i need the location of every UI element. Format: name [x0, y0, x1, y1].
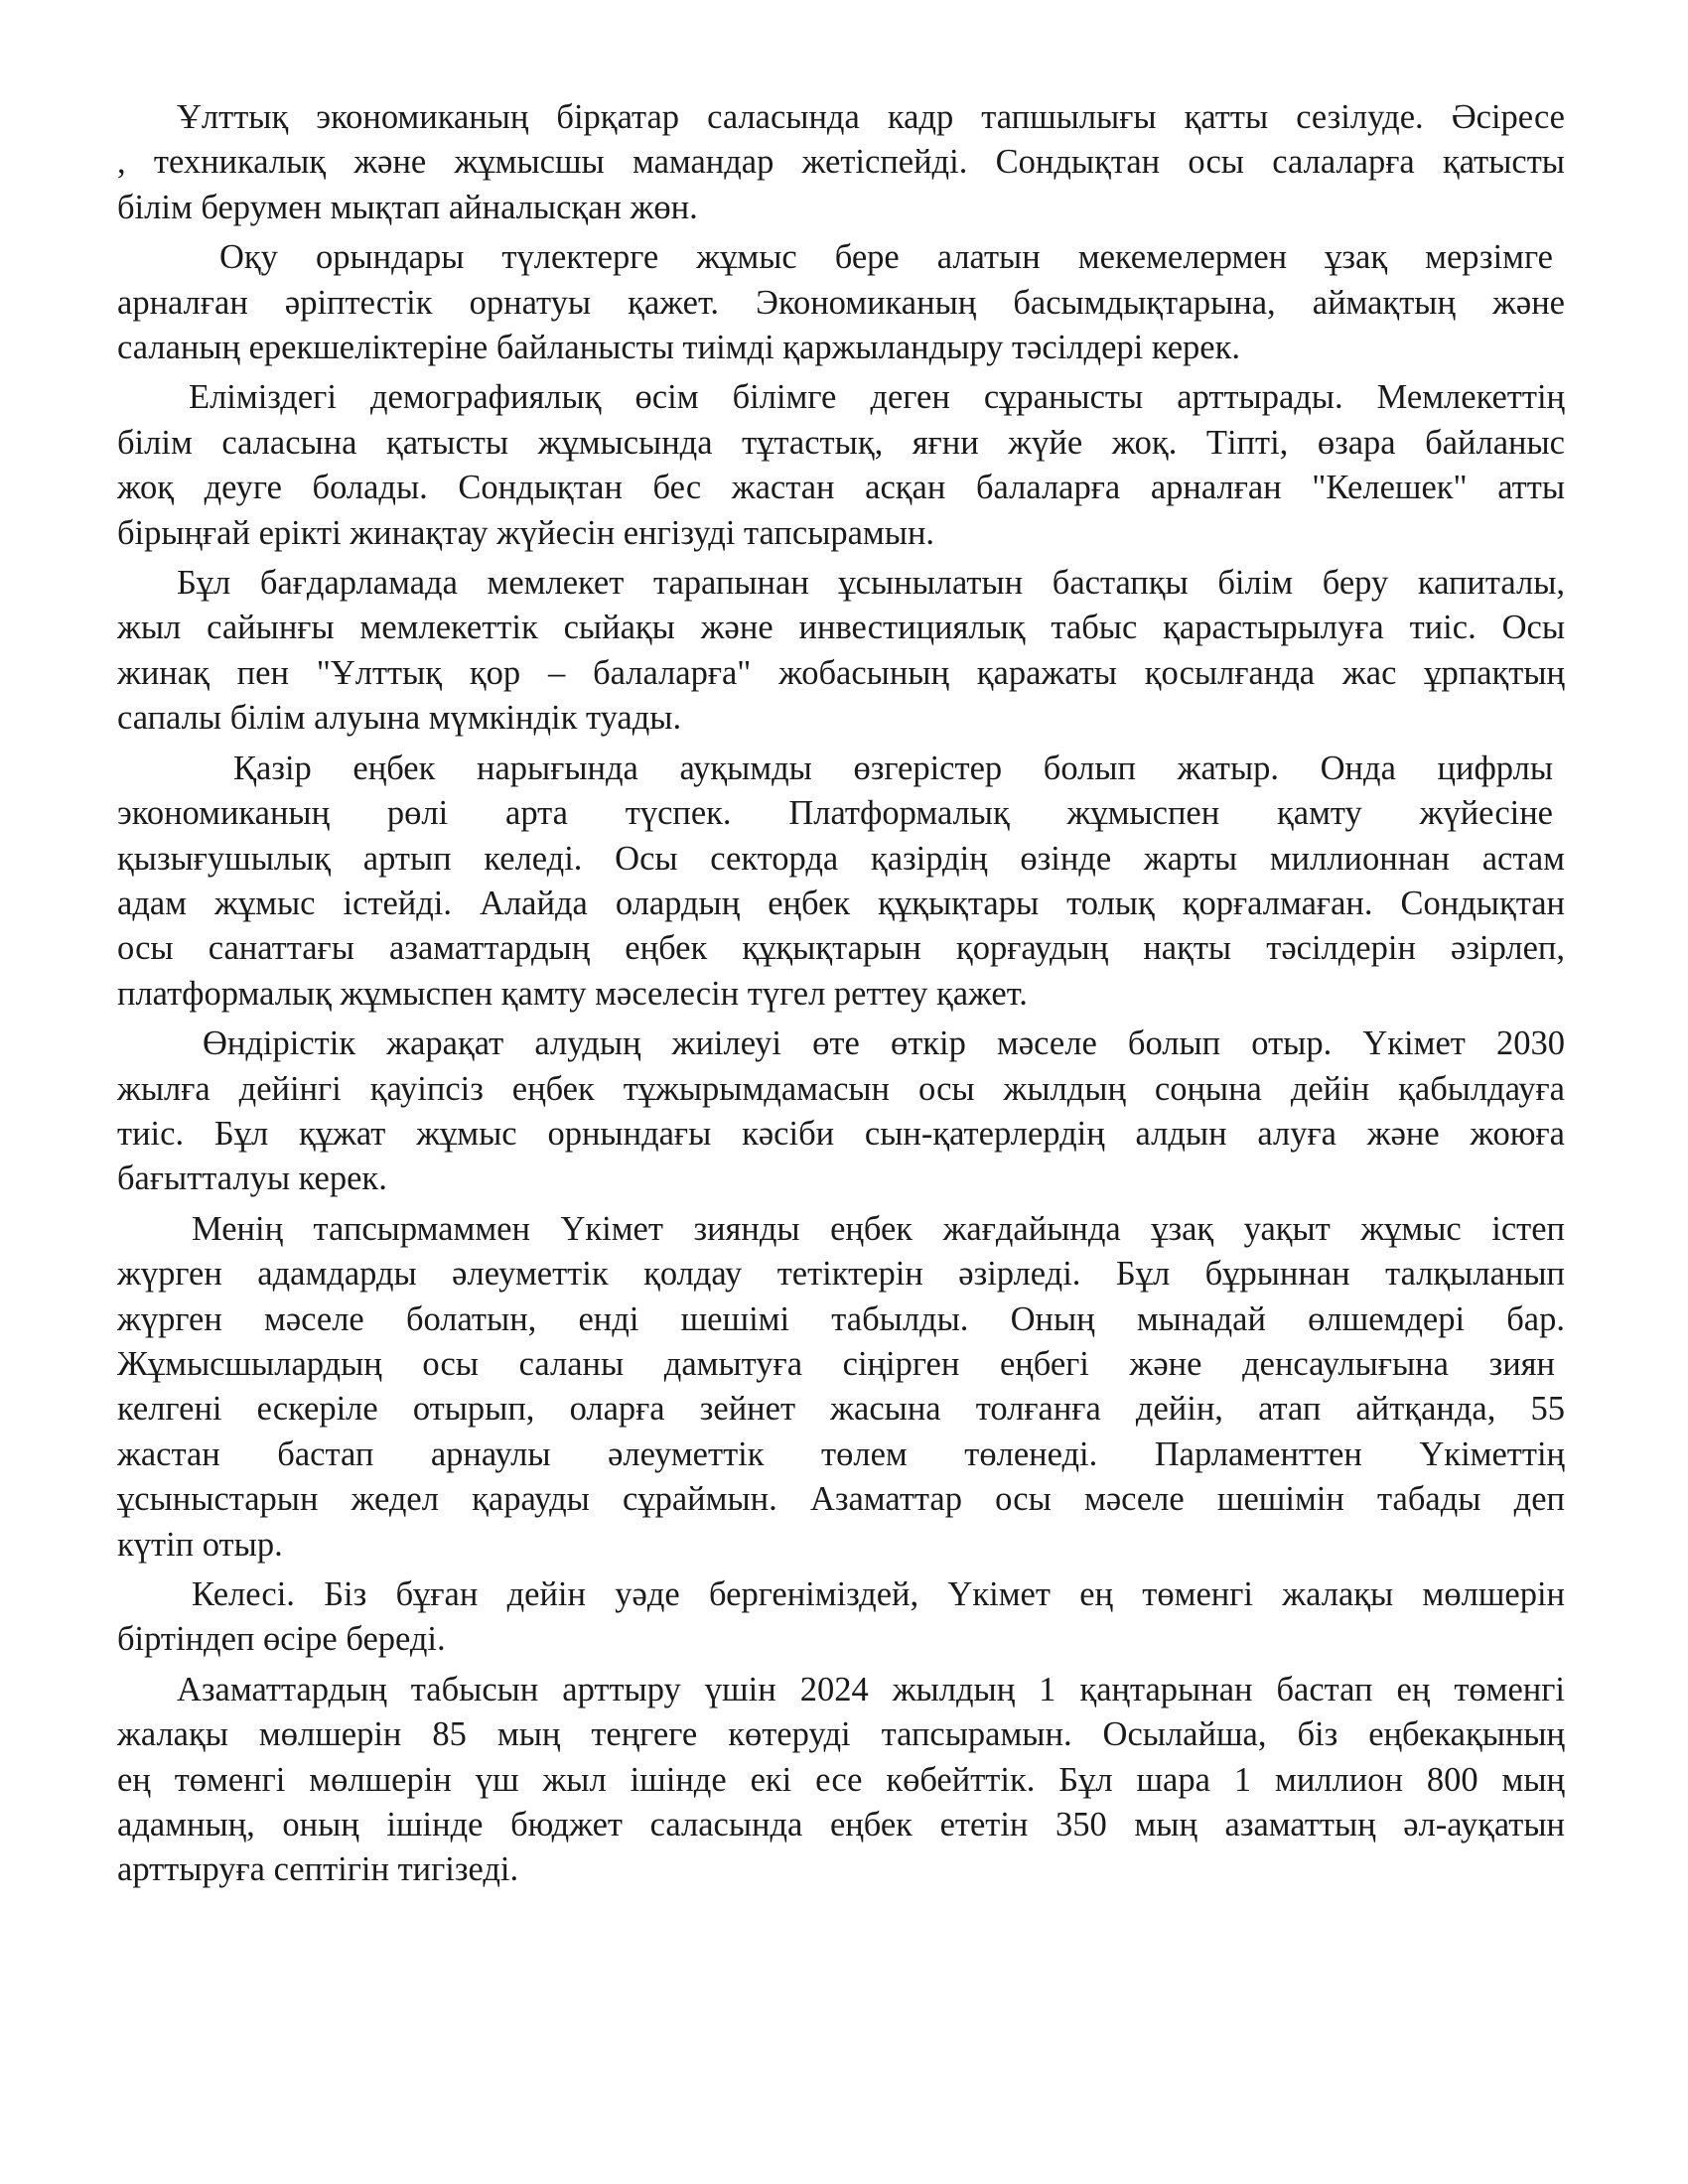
- paragraph-6-line-1: Өндірістік жарақат алудың жиілеуі өте өткір мәселе болып отыр. Үкімет 2030: [203, 1024, 1565, 1063]
- paragraph-4-line-4: сапалы білім алуына мүмкіндік туады.: [117, 699, 682, 738]
- paragraph-4-line-2: жыл сайынғы мемлекеттік сыйақы және инвестициялық табыс қарастырылуға тиіс. Осы: [117, 609, 1565, 647]
- paragraph-9-line-1: Азаматтардың табысын арттыру үшін 2024 жылдың 1 қаңтарынан бастап ең төменгі: [177, 1670, 1565, 1708]
- paragraph-9: [117, 1668, 1565, 1893]
- paragraph-6: [117, 1022, 1565, 1202]
- paragraph-5: [117, 747, 1565, 1017]
- paragraph-3-line-2: білім саласына қатысты жұмысында тұтастық, яғни жүйе жоқ. Тіпті, өзара байланыс: [117, 423, 1565, 462]
- paragraph-1-line-3: білім берумен мықтап айналысқан жөн.: [117, 188, 698, 226]
- paragraph-6-line-3: тиіс. Бұл құжат жұмыс орнындағы кәсіби сын-қатерлердің алдын алуға және жоюға: [117, 1114, 1565, 1153]
- paragraph-7-line-4: Жұмысшылардың осы саланы дамытуға сіңірген еңбегі және денсаулығына зиян: [117, 1344, 1555, 1383]
- document-page: [117, 95, 1565, 1898]
- paragraph-7-line-7: ұсыныстарын жедел қарауды сұраймын. Азаматтар осы мәселе шешімін табады деп: [117, 1480, 1565, 1519]
- paragraph-1: [117, 95, 1565, 230]
- paragraph-9-line-5: арттыруға септігін тигізеді.: [117, 1850, 519, 1889]
- paragraph-7-line-5: келгені ескеріле отырып, оларға зейнет жасына толғанға дейін, атап айтқанда, 55: [117, 1390, 1565, 1429]
- paragraph-5-line-5: осы санаттағы азаматтардың еңбек құқықтарын қорғаудың нақты тәсілдерін әзірлеп,: [117, 929, 1565, 968]
- paragraph-8: [117, 1572, 1565, 1663]
- paragraph-2-line-1: Оқу орындары түлектерге жұмыс бере алатын мекемелермен ұзақ мерзімге: [219, 238, 1553, 277]
- paragraph-2: [117, 235, 1565, 370]
- paragraph-8-line-1: Келесі. Біз бұған дейін уәде бергеніміздей, Үкімет ең төменгі жалақы мөлшерін: [192, 1575, 1565, 1613]
- paragraph-5-line-6: платформалық жұмыспен қамту мәселесін түгел реттеу қажет.: [117, 974, 1028, 1013]
- paragraph-2-line-2: арналған әріптестік орнатуы қажет. Экономиканың басымдықтарына, аймақтың және: [117, 283, 1565, 322]
- paragraph-3: [117, 375, 1565, 556]
- paragraph-7-line-1: Менің тапсырмаммен Үкімет зиянды еңбек жағдайында ұзақ уақыт жұмыс істеп: [192, 1209, 1565, 1248]
- paragraph-6-line-2: жылға дейінгі қауіпсіз еңбек тұжырымдамасын осы жылдың соңына дейін қабылдауға: [117, 1069, 1565, 1108]
- paragraph-5-line-4: адам жұмыс істейді. Алайда олардың еңбек құқықтары толық қорғалмаған. Сондықтан: [117, 884, 1565, 922]
- paragraph-7-line-3: жүрген мәселе болатын, енді шешімі табылды. Оның мынадай өлшемдері бар.: [117, 1299, 1565, 1338]
- paragraph-1-line-2: , техникалық және жұмысшы мамандар жетіспейді. Сондықтан осы салаларға қатысты: [117, 143, 1565, 182]
- paragraph-3-line-1: Еліміздегі демографиялық өсім білімге деген сұранысты арттырады. Мемлекеттің: [189, 378, 1565, 417]
- paragraph-3-line-4: бірыңғай ерікті жинақтау жүйесін енгізуді тапсырамын.: [117, 513, 935, 552]
- paragraph-7: [117, 1207, 1565, 1568]
- paragraph-4-line-3: жинақ пен "Ұлттық қор – балаларға" жобасының қаражаты қосылғанда жас ұрпақтың: [117, 653, 1565, 692]
- paragraph-4: [117, 561, 1565, 742]
- paragraph-5-line-3: қызығушылық артып келеді. Осы секторда қазірдің өзінде жарты миллионнан астам: [117, 839, 1565, 878]
- paragraph-5-line-1: Қазір еңбек нарығында ауқымды өзгерістер болып жатыр. Онда цифрлы: [233, 749, 1553, 787]
- paragraph-2-line-3: саланың ерекшеліктеріне байланысты тиімді қаржыландыру тәсілдері керек.: [117, 329, 1241, 367]
- paragraph-3-line-3: жоқ деуге болады. Сондықтан бес жастан асқан балаларға арналған "Келешек" атты: [117, 469, 1565, 507]
- paragraph-4-line-1: Бұл бағдарламада мемлекет тарапынан ұсынылатын бастапқы білім беру капиталы,: [177, 564, 1565, 603]
- paragraph-5-line-2: экономиканың рөлі арта түспек. Платформалық жұмыспен қамту жүйесіне: [117, 794, 1553, 833]
- paragraph-1-line-1: Ұлттық экономиканың бірқатар саласында кадр тапшылығы қатты сезілуде. Әсіресе: [177, 98, 1565, 136]
- paragraph-7-line-8: күтіп отыр.: [117, 1525, 283, 1564]
- paragraph-7-line-6: жастан бастап арнаулы әлеуметтік төлем төленеді. Парламенттен Үкіметтің: [117, 1434, 1565, 1473]
- paragraph-9-line-4: адамның, оның ішінде бюджет саласында еңбек ететін 350 мың азаматтың әл-ауқатын: [117, 1806, 1565, 1844]
- paragraph-8-line-2: біртіндеп өсіре береді.: [117, 1620, 446, 1659]
- paragraph-9-line-3: ең төменгі мөлшерін үш жыл ішінде екі есе көбейттік. Бұл шара 1 миллион 800 мың: [117, 1760, 1565, 1799]
- paragraph-9-line-2: жалақы мөлшерін 85 мың теңгеге көтеруді тапсырамын. Осылайша, біз еңбекақының: [117, 1715, 1565, 1754]
- paragraph-6-line-4: бағытталуы керек.: [117, 1160, 387, 1198]
- paragraph-7-line-2: жүрген адамдарды әлеуметтік қолдау тетіктерін әзірледі. Бұл бұрыннан талқыланып: [117, 1255, 1565, 1294]
